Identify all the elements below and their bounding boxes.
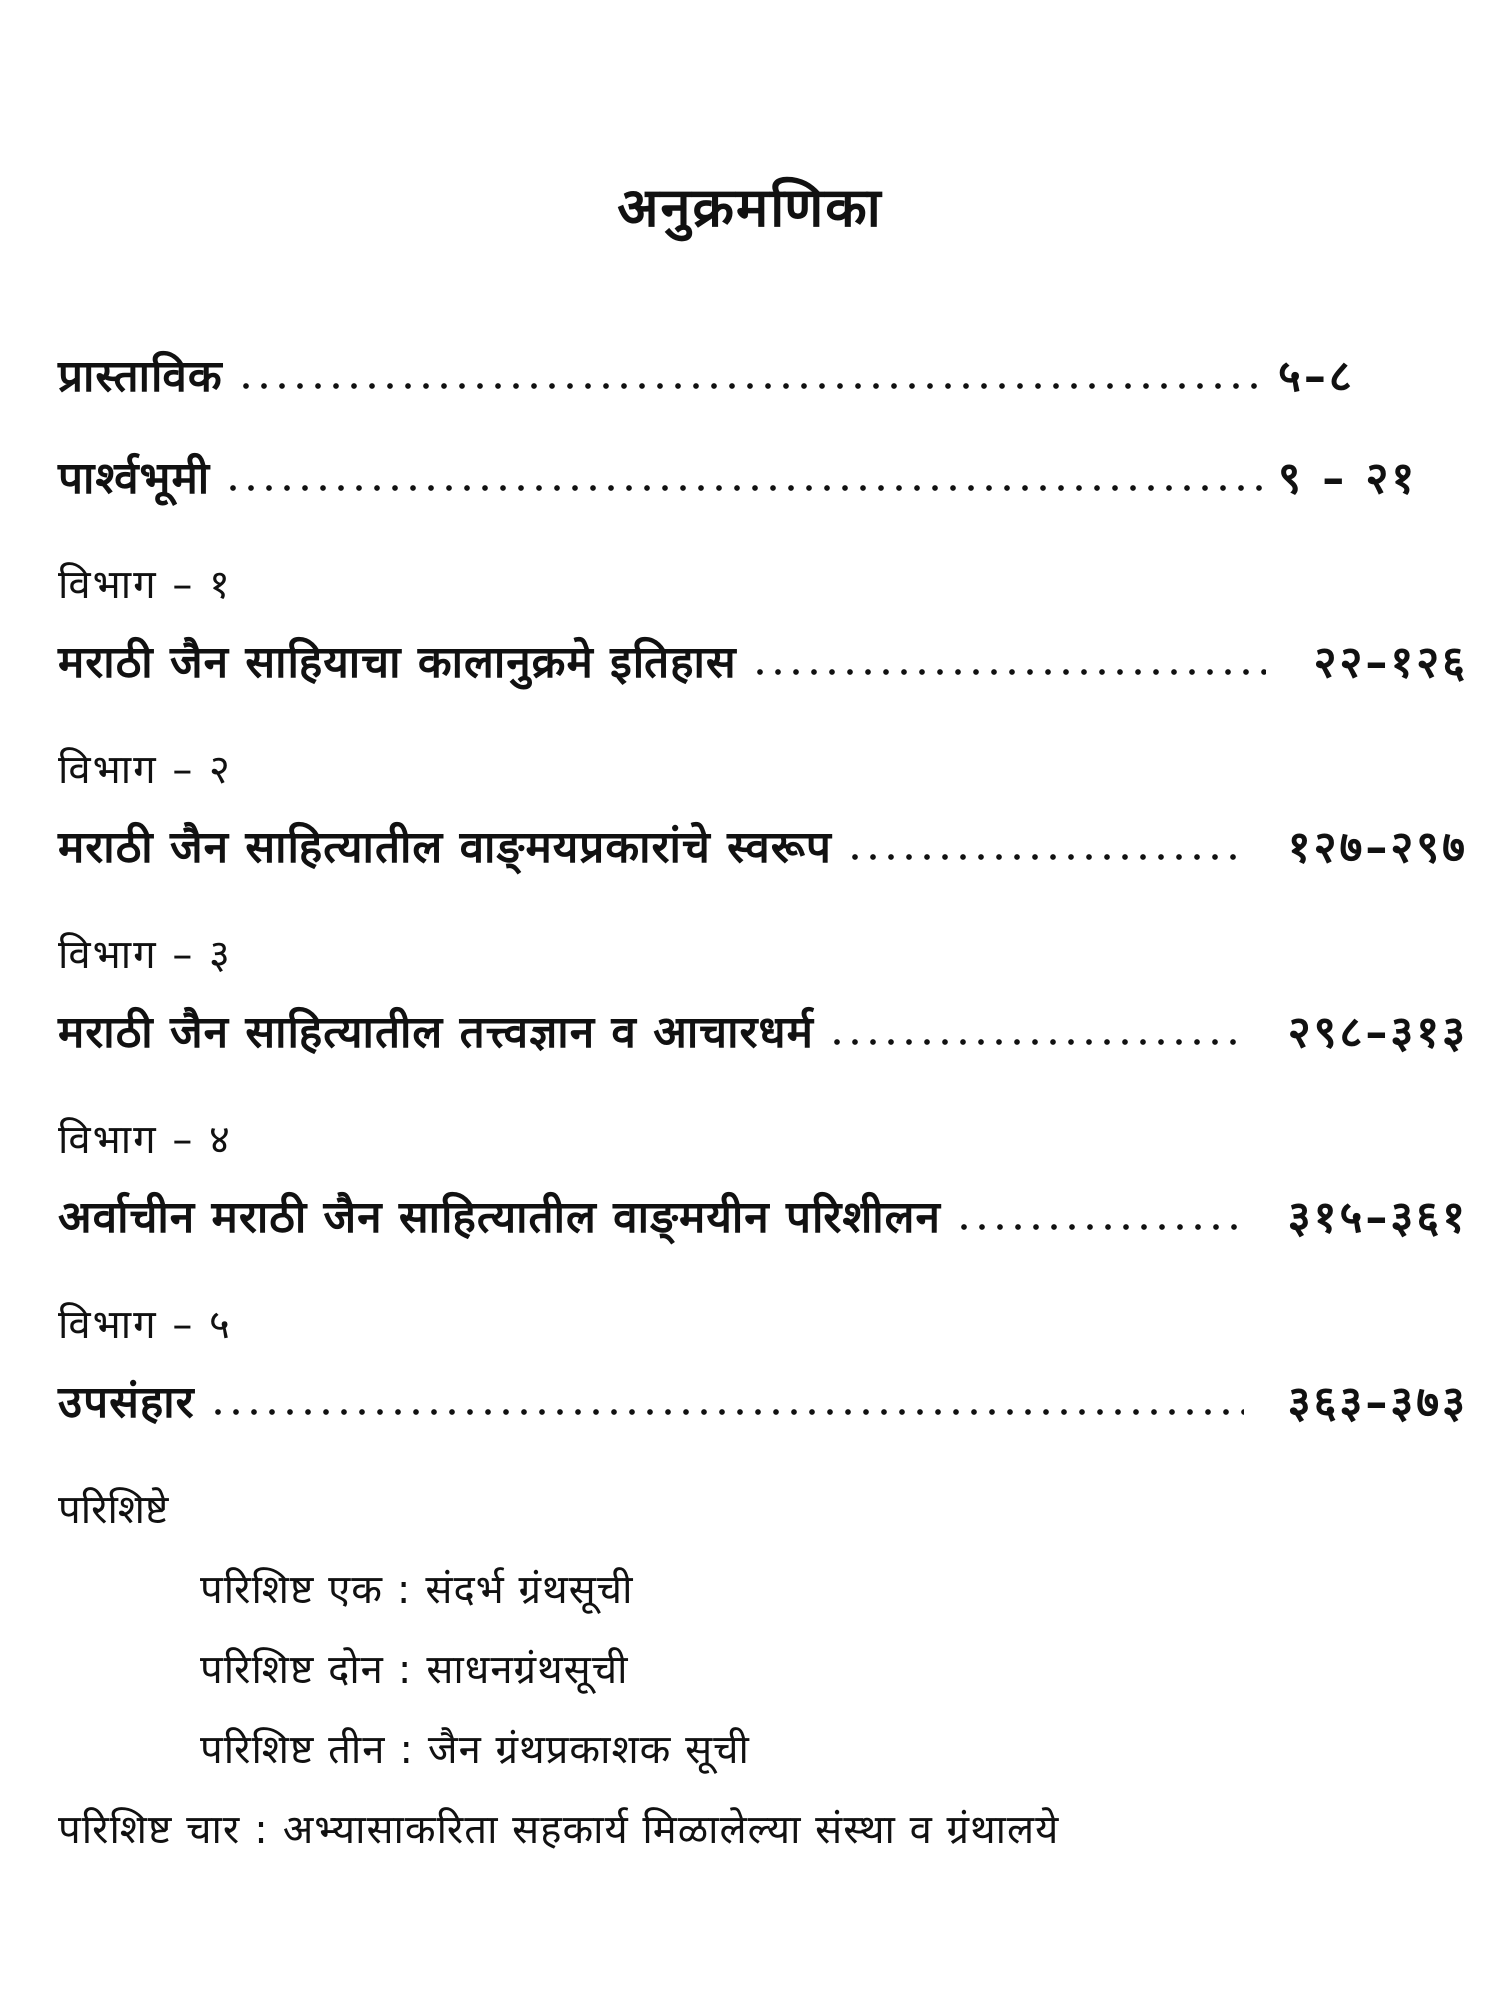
appendix-label: परिशिष्ट चार bbox=[58, 1807, 241, 1853]
appendix-text: जैन ग्रंथप्रकाशक सूची bbox=[427, 1727, 750, 1773]
toc-entry-title: मराठी जैन साहियाचा कालानुक्रमे इतिहास bbox=[58, 637, 737, 688]
dot-leader bbox=[828, 1038, 1244, 1046]
appendices-heading: परिशिष्टे bbox=[58, 1487, 169, 1533]
toc-entry-title: उपसंहार bbox=[58, 1377, 195, 1428]
toc-entry-title: मराठी जैन साहित्यातील वाङ्‌मयप्रकारांचे स्वरूप bbox=[58, 822, 832, 873]
toc-entry-pages: २९८–३१३ bbox=[1287, 1007, 1468, 1058]
appendix-separator: : bbox=[254, 1807, 269, 1853]
appendix-separator: : bbox=[399, 1727, 414, 1773]
dot-leader bbox=[209, 1408, 1244, 1416]
toc-entry-parishilan bbox=[58, 1175, 1468, 1245]
appendix-separator: : bbox=[396, 1567, 412, 1613]
toc-entry-tattvadnyan bbox=[58, 990, 1468, 1060]
dot-leader bbox=[955, 1223, 1244, 1231]
appendix-label: परिशिष्ट दोन bbox=[200, 1647, 384, 1693]
toc-entry-itihas bbox=[58, 620, 1468, 690]
toc-entry-title: प्रास्ताविक bbox=[58, 351, 223, 402]
section-label-1: विभाग – १ bbox=[58, 562, 232, 608]
toc-entry-pages: २२–१२६ bbox=[1313, 637, 1468, 688]
dot-leader bbox=[237, 382, 1266, 390]
section-label-2: विभाग – २ bbox=[58, 747, 232, 793]
toc-entry-parshvabhumi bbox=[58, 436, 1468, 506]
toc-entry-prastavik bbox=[58, 334, 1468, 404]
toc-entry-pages: ३६३–३७३ bbox=[1287, 1377, 1468, 1428]
appendix-text: संदर्भ ग्रंथसूची bbox=[425, 1567, 634, 1613]
appendix-item-1 bbox=[200, 1560, 633, 1615]
toc-entry-pages: ९ – २१ bbox=[1278, 453, 1418, 504]
toc-entry-vangmayprakar bbox=[58, 805, 1468, 875]
dot-leader bbox=[751, 668, 1266, 676]
toc-entry-title: मराठी जैन साहित्यातील तत्त्वज्ञान व आचारधर्म bbox=[58, 1007, 814, 1058]
dot-leader bbox=[846, 853, 1244, 861]
appendix-item-2 bbox=[200, 1640, 628, 1695]
section-label-4: विभाग – ४ bbox=[58, 1117, 232, 1163]
toc-entry-title: पार्श्वभूमी bbox=[58, 453, 211, 504]
section-label-5: विभाग – ५ bbox=[58, 1302, 232, 1348]
appendix-item-3 bbox=[200, 1720, 750, 1775]
toc-entry-pages: १२७–२९७ bbox=[1287, 822, 1468, 873]
section-label-3: विभाग – ३ bbox=[58, 932, 232, 978]
toc-entry-pages: ३१५–३६१ bbox=[1287, 1192, 1468, 1243]
toc-entry-title: अर्वाचीन मराठी जैन साहित्यातील वाङ्‌मयीन परिशीलन bbox=[58, 1192, 941, 1243]
dot-leader bbox=[224, 484, 1266, 492]
appendix-text: अभ्यासाकरिता सहकार्य मिळालेल्या संस्था व ग्रंथालये bbox=[282, 1807, 1060, 1853]
appendix-label: परिशिष्ट तीन bbox=[200, 1727, 386, 1773]
toc-entry-upasanhar bbox=[58, 1360, 1468, 1430]
appendix-separator: : bbox=[397, 1647, 413, 1693]
appendix-label: परिशिष्ट एक bbox=[200, 1567, 383, 1613]
appendix-item-4 bbox=[58, 1800, 1059, 1855]
appendix-text: साधनग्रंथसूची bbox=[426, 1647, 629, 1693]
toc-entry-pages: ५–८ bbox=[1278, 351, 1355, 402]
page-title: अनुक्रमणिका bbox=[617, 176, 883, 239]
